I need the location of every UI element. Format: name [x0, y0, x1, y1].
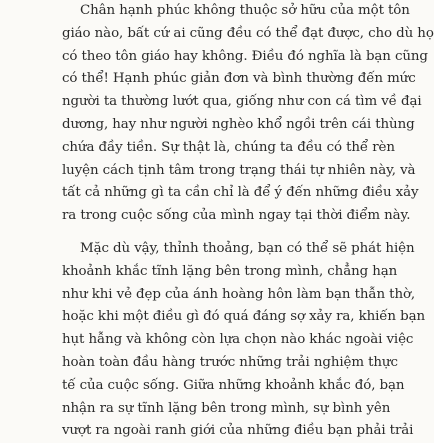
text-line: hụt hẫng và không còn lựa chọn nào khác ngoài việc [62, 332, 414, 348]
text-line: khoảnh khắc tĩnh lặng bên trong mình, chẳng hạn [62, 263, 398, 279]
text-line: hoặc khi một điều gì đó quá đáng sợ xảy ra, khiến bạn [62, 309, 425, 325]
text-line: người ta thường lướt qua, giống như con cá tìm về đại [62, 94, 422, 110]
text-line: giáo nào, bất cứ ai cũng đều có thể đạt được, cho dù họ [62, 25, 434, 41]
text-line: luyện cách tịnh tâm trong trạng thái tự nhiên này, và [62, 162, 416, 178]
text-line: tế của cuộc sống. Giữa những khoảnh khắc đó, bạn [62, 377, 405, 393]
text-line: như khi vẻ đẹp của ánh hoàng hôn làm bạn thẫn thờ, [62, 286, 416, 302]
text-line: chứa đầy tiền. Sự thật là, chúng ta đều có thể rèn [62, 139, 395, 155]
text-line: hoàn toàn đầu hàng trước những trải nghiệm thực [62, 354, 398, 370]
text-line: Chân hạnh phúc không thuộc sở hữu của một tôn [80, 3, 410, 18]
text-line: tất cả những gì ta cần chỉ là để ý đến những điều xảy [62, 185, 419, 201]
text-line: có thể! Hạnh phúc giản đơn và bình thường đến mức [62, 71, 416, 87]
text-line: vượt ra ngoài ranh giới của những điều bạn phải trải [62, 423, 414, 439]
text-line: dương, hay như người nghèo khổ ngồi trên cái thùng [62, 116, 415, 132]
text-line: có theo tôn giáo hay không. Điều đó nghĩa là bạn cũng [62, 48, 428, 64]
paragraph-2 [62, 238, 425, 443]
text-line: Mặc dù vậy, thỉnh thoảng, bạn có thể sẽ phát hiện [80, 240, 415, 256]
page-text [62, 0, 434, 443]
paragraph-1 [62, 0, 434, 228]
text-line: ra trong cuộc sống của mình ngay tại thời điểm này. [62, 208, 411, 224]
text-line: nhận ra sự tĩnh lặng bên trong mình, sự bình yên [62, 400, 391, 416]
